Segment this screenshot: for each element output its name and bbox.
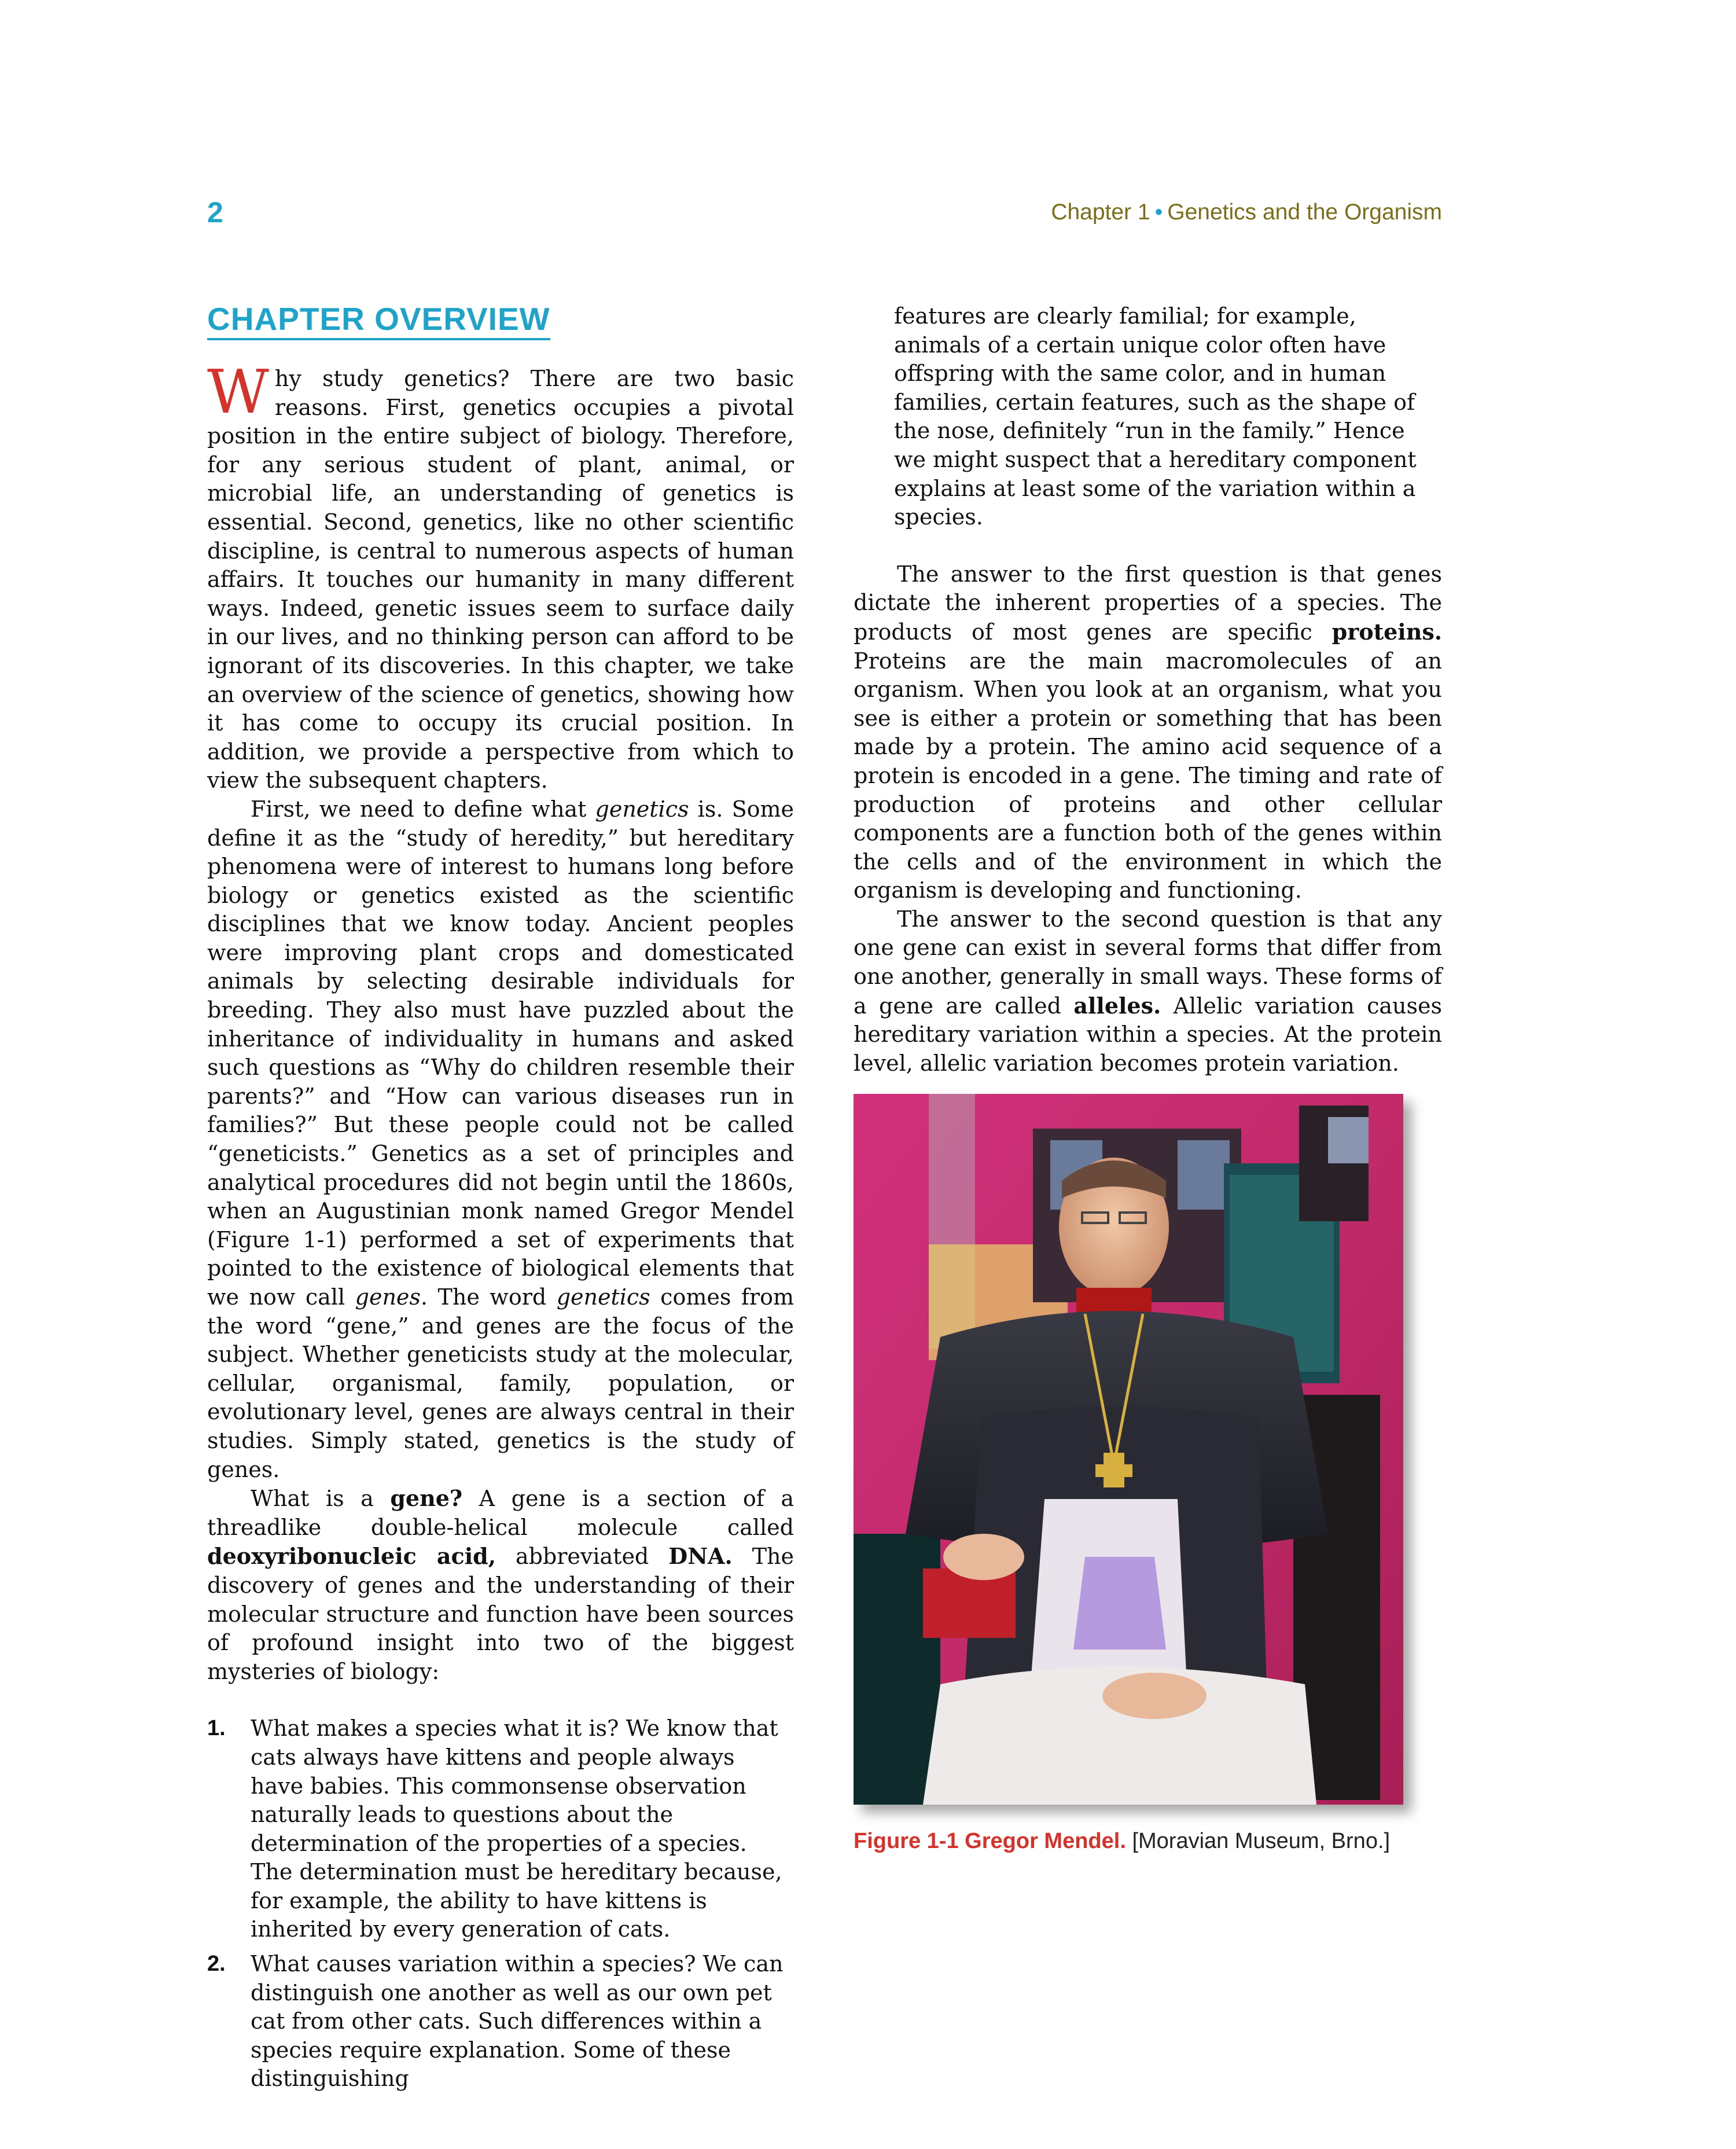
term-gene: gene? [390,1485,463,1512]
paragraph-answer-first: The answer to the first question is that genes dictate the inherent properties of a species. The products of most genes are specific proteins. Proteins are the main macromolecules of an organism. When you look at an organism, what you see is either a protein or something that has been made by a protein. The amino acid sequence of a protein is encoded in a gene. The timing and rate of production of proteins and other cellular components are a function both of the genes within the cells and of the environment in which the organism is developing and functioning. [854,561,1442,903]
term-proteins: proteins. [1332,618,1442,645]
term-dna-full: deoxyribonucleic acid, [207,1543,496,1570]
term-alleles: alleles. [1073,992,1161,1019]
figure-label: Figure 1-1 [854,1829,959,1853]
section-heading: CHAPTER OVERVIEW [207,301,550,340]
chapter-title: Genetics and the Organism [1167,200,1442,225]
portrait-illustration [854,1094,1403,1805]
drop-cap: W [207,357,269,427]
figure-credit: [Moravian Museum, Brno.] [1132,1829,1391,1853]
list-item: 2. What causes variation within a species? We can distinguish one another as well as our own pet cat from other cats. Such differences within a species require explanation. Some of these distinguishing [207,1951,784,2092]
chapter-label: Chapter 1 [1051,200,1150,225]
paragraph-intro: Why study genetics? There are two basic reasons. First, genetics occupies a pivotal position in the entire subject of biology. Therefore, for any serious student of plant, animal, or microbial life, an understanding of genetics is essential. Second, genetics, like no other scientific discipline, is central to numerous aspects of human affairs. It touches our humanity in many different ways. Indeed, genetic issues seem to surface daily in our lives, and no thinking person can afford to be ignorant of its discoveries. In this chapter, we take an overview of the science of genetics, showing how it has come to occupy its crucial position. In addition, we provide a perspective from which to view the subsequent chapters. [207,357,794,794]
page-number: 2 [207,196,223,229]
question-list [207,1714,794,2093]
right-column [854,302,1442,1078]
header-bullet: • [1154,200,1163,225]
left-column [207,301,794,2099]
paragraph-what-is-gene: What is a gene? A gene is a section of a threadlike double-helical molecule called deoxyribonucleic acid, abbreviated DNA. The discovery of genes and the understanding of their molecular structure and function have been sources of profound insight into two of the biggest mysteries of biology: [207,1485,794,1684]
mendel-portrait [854,1094,1403,1805]
running-header [1051,200,1442,225]
list-item: 1. What makes a species what it is? We know that cats always have kittens and people always have babies. This commonsense observation naturally leads to questions about the determination of the properties of a species. The determination must be hereditary because, for example, the ability to have kittens is inherited by every generation of cats. [207,1715,782,1942]
question-2-continued: features are clearly familial; for example, animals of a certain unique color often have offspring with the same color, and in human families, certain features, such as the shape of the nose, definitely “run in the family.” Hence we might suspect that a hereditary component explains at least some of the variation within a species. [894,303,1417,530]
figure-title: Gregor Mendel. [965,1829,1126,1853]
figure-caption [854,1829,1390,1854]
paragraph-answer-second: The answer to the second question is that any one gene can exist in several forms that differ from one another, generally in small ways. These forms of a gene are called alleles. Allelic variation causes hereditary variation within a species. At the protein level, allelic variation becomes protein variation. [854,906,1442,1076]
term-dna: DNA. [668,1543,733,1570]
paragraph-define-genetics: First, we need to define what genetics is. Some define it as the “study of heredity,” but hereditary phenomena were of interest to humans long before biology or genetics existed as the scientific disciplines that we know today. Ancient peoples were improving plant crops and domesticated animals by selecting desirable individuals for breeding. They also must have puzzled about the inheritance of individuality in humans and asked such questions as “Why do children resemble their parents?” and “How can various diseases run in families?” But these people could not be called “geneticists.” Genetics as a set of principles and analytical procedures did not begin until the 1860s, when an Augustinian monk named Gregor Mendel (Figure 1-1) performed a set of experiments that pointed to the existence of biological elements that we now call genes. The word genetics comes from the word “gene,” and genes are the focus of the subject. Whether geneticists study at the molecular, cellular, organismal, family, population, or evolutionary level, genes are always central in their studies. Simply stated, genetics is the study of genes. [207,796,795,1482]
